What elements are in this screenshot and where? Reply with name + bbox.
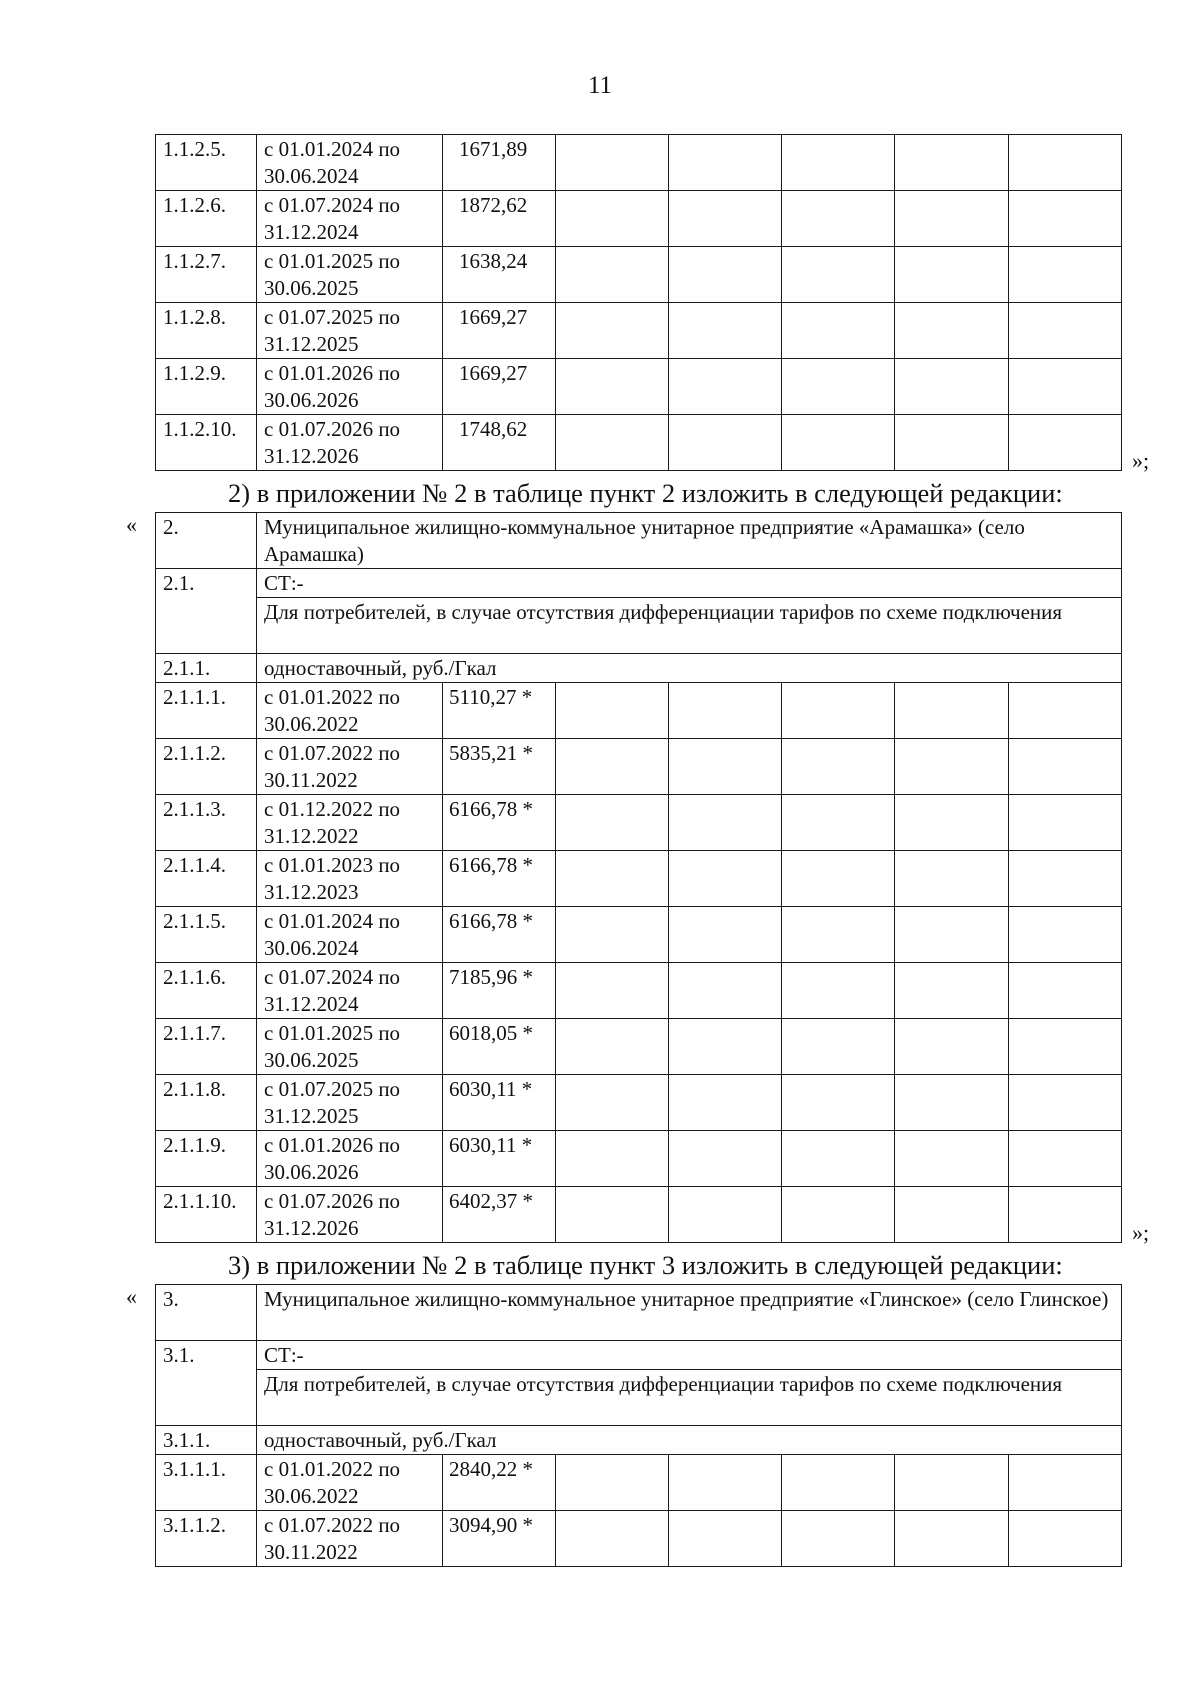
empty-cell: [1009, 1455, 1122, 1511]
row-number: 2.1.1.5.: [156, 907, 257, 963]
period-start: с 01.01.2022 по: [264, 685, 401, 709]
empty-cell: [895, 415, 1009, 471]
empty-cell: [1009, 359, 1122, 415]
period-cell: [257, 907, 443, 963]
empty-cell: [895, 247, 1009, 303]
tariff-value: 6030,11 *: [443, 1075, 556, 1131]
tariff-table-1: [155, 134, 1122, 471]
st-text: СТ:-: [257, 569, 1122, 598]
tariff-table-2: [155, 512, 1122, 1243]
period-start: с 01.01.2023 по: [264, 853, 401, 877]
period-cell: [257, 1075, 443, 1131]
opening-quote-2: «: [126, 512, 137, 537]
st-num: 3.1.: [156, 1341, 257, 1426]
row-number: 2.1.1.7.: [156, 1019, 257, 1075]
empty-cell: [669, 191, 782, 247]
empty-cell: [556, 683, 669, 739]
empty-cell: [895, 1187, 1009, 1243]
org-header-row: [156, 513, 1122, 569]
table-row: [156, 1455, 1122, 1511]
org-num: 2.: [156, 513, 257, 569]
empty-cell: [782, 1075, 895, 1131]
table-row: [156, 795, 1122, 851]
tariff-table-3-body: [156, 1285, 1122, 1567]
empty-cell: [895, 1131, 1009, 1187]
rate-text: одноставочный, руб./Гкал: [257, 1426, 1122, 1455]
empty-cell: [782, 303, 895, 359]
empty-cell: [556, 1455, 669, 1511]
empty-cell: [782, 1511, 895, 1567]
period-cell: [257, 1187, 443, 1243]
rate-num: 3.1.1.: [156, 1426, 257, 1455]
empty-cell: [895, 907, 1009, 963]
tariff-value: 5835,21 *: [443, 739, 556, 795]
row-number: 1.1.2.6.: [156, 191, 257, 247]
empty-cell: [895, 135, 1009, 191]
table-row: [156, 1131, 1122, 1187]
period-end: 31.12.2022: [264, 824, 359, 848]
empty-cell: [556, 907, 669, 963]
consumers-row: [156, 598, 1122, 654]
empty-cell: [782, 851, 895, 907]
tariff-value: 1638,24: [443, 247, 556, 303]
table-row: [156, 415, 1122, 471]
period-end: 30.06.2025: [264, 1048, 359, 1072]
empty-cell: [895, 1455, 1009, 1511]
empty-cell: [556, 1511, 669, 1567]
empty-cell: [782, 191, 895, 247]
rate-row: [156, 654, 1122, 683]
period-end: 30.06.2025: [264, 276, 359, 300]
tariff-table-2-body: [156, 513, 1122, 1243]
period-start: с 01.01.2022 по: [264, 1457, 401, 1481]
empty-cell: [1009, 415, 1122, 471]
table-row: [156, 739, 1122, 795]
table-row: [156, 247, 1122, 303]
empty-cell: [782, 1131, 895, 1187]
period-start: с 01.07.2022 по: [264, 1513, 401, 1537]
row-number: 3.1.1.2.: [156, 1511, 257, 1567]
empty-cell: [782, 415, 895, 471]
tariff-value: 6030,11 *: [443, 1131, 556, 1187]
period-cell: [257, 135, 443, 191]
period-cell: [257, 1131, 443, 1187]
empty-cell: [669, 1131, 782, 1187]
st-row: [156, 569, 1122, 598]
period-end: 30.06.2022: [264, 712, 359, 736]
row-number: 2.1.1.8.: [156, 1075, 257, 1131]
period-end: 31.12.2024: [264, 992, 359, 1016]
empty-cell: [669, 739, 782, 795]
tariff-value: 6166,78 *: [443, 907, 556, 963]
period-end: 31.12.2026: [264, 1216, 359, 1240]
period-cell: [257, 359, 443, 415]
empty-cell: [556, 135, 669, 191]
period-end: 31.12.2026: [264, 444, 359, 468]
tariff-value: 1748,62: [443, 415, 556, 471]
instruction-2: 2) в приложении № 2 в таблице пункт 2 изложить в следующей редакции:: [228, 478, 1063, 508]
period-end: 30.06.2026: [264, 1160, 359, 1184]
instruction-3: 3) в приложении № 2 в таблице пункт 3 изложить в следующей редакции:: [228, 1250, 1063, 1280]
empty-cell: [669, 1075, 782, 1131]
tariff-table-3: [155, 1284, 1122, 1567]
empty-cell: [895, 683, 1009, 739]
tariff-value: 1671,89: [443, 135, 556, 191]
tariff-table-1-body: [156, 135, 1122, 471]
closing-quote-2: »;: [1132, 1220, 1150, 1245]
empty-cell: [782, 359, 895, 415]
empty-cell: [556, 739, 669, 795]
st-num: 2.1.: [156, 569, 257, 654]
period-cell: [257, 303, 443, 359]
period-cell: [257, 851, 443, 907]
empty-cell: [556, 191, 669, 247]
rate-text: одноставочный, руб./Гкал: [257, 654, 1122, 683]
period-start: с 01.01.2025 по: [264, 1021, 401, 1045]
empty-cell: [669, 851, 782, 907]
empty-cell: [1009, 795, 1122, 851]
empty-cell: [669, 247, 782, 303]
empty-cell: [1009, 851, 1122, 907]
period-end: 30.06.2024: [264, 936, 359, 960]
empty-cell: [1009, 963, 1122, 1019]
empty-cell: [895, 303, 1009, 359]
empty-cell: [669, 795, 782, 851]
empty-cell: [782, 135, 895, 191]
empty-cell: [556, 247, 669, 303]
period-end: 30.06.2022: [264, 1484, 359, 1508]
empty-cell: [556, 851, 669, 907]
period-cell: [257, 1511, 443, 1567]
empty-cell: [556, 1075, 669, 1131]
empty-cell: [782, 683, 895, 739]
empty-cell: [556, 963, 669, 1019]
period-start: с 01.07.2024 по: [264, 965, 401, 989]
period-start: с 01.07.2025 по: [264, 305, 401, 329]
period-end: 31.12.2023: [264, 880, 359, 904]
period-start: с 01.12.2022 по: [264, 797, 401, 821]
period-end: 31.12.2024: [264, 220, 359, 244]
period-start: с 01.07.2026 по: [264, 417, 401, 441]
tariff-value: 6166,78 *: [443, 851, 556, 907]
empty-cell: [1009, 1075, 1122, 1131]
org-header-row: [156, 1285, 1122, 1341]
consumers-row: [156, 1370, 1122, 1426]
period-cell: [257, 191, 443, 247]
period-cell: [257, 739, 443, 795]
period-cell: [257, 963, 443, 1019]
row-number: 2.1.1.4.: [156, 851, 257, 907]
row-number: 2.1.1.9.: [156, 1131, 257, 1187]
st-text: СТ:-: [257, 1341, 1122, 1370]
period-start: с 01.07.2026 по: [264, 1189, 401, 1213]
period-start: с 01.07.2022 по: [264, 741, 401, 765]
table-row: [156, 1511, 1122, 1567]
tariff-value: 7185,96 *: [443, 963, 556, 1019]
table-row: [156, 907, 1122, 963]
empty-cell: [782, 1455, 895, 1511]
tariff-value: 6402,37 *: [443, 1187, 556, 1243]
empty-cell: [556, 415, 669, 471]
period-cell: [257, 247, 443, 303]
period-start: с 01.07.2024 по: [264, 193, 401, 217]
empty-cell: [669, 1511, 782, 1567]
tariff-value: 1872,62: [443, 191, 556, 247]
row-number: 1.1.2.7.: [156, 247, 257, 303]
empty-cell: [669, 415, 782, 471]
empty-cell: [669, 1019, 782, 1075]
empty-cell: [782, 247, 895, 303]
table-row: [156, 303, 1122, 359]
period-cell: [257, 415, 443, 471]
period-start: с 01.01.2024 по: [264, 137, 401, 161]
tariff-value: 6018,05 *: [443, 1019, 556, 1075]
empty-cell: [895, 359, 1009, 415]
org-name: Муниципальное жилищно-коммунальное унитарное предприятие «Арамашка» (село Арамашка): [257, 513, 1122, 569]
empty-cell: [782, 739, 895, 795]
period-start: с 01.01.2025 по: [264, 249, 401, 273]
period-end: 30.11.2022: [264, 1540, 358, 1564]
closing-quote-1: »;: [1132, 448, 1150, 473]
empty-cell: [1009, 191, 1122, 247]
empty-cell: [556, 303, 669, 359]
empty-cell: [782, 1019, 895, 1075]
period-cell: [257, 795, 443, 851]
period-end: 31.12.2025: [264, 1104, 359, 1128]
table-row: [156, 1187, 1122, 1243]
tariff-value: 3094,90 *: [443, 1511, 556, 1567]
empty-cell: [556, 1019, 669, 1075]
empty-cell: [669, 1455, 782, 1511]
row-number: 1.1.2.9.: [156, 359, 257, 415]
st-row: [156, 1341, 1122, 1370]
table-row: [156, 683, 1122, 739]
rate-num: 2.1.1.: [156, 654, 257, 683]
consumers-text: Для потребителей, в случае отсутствия дифференциации тарифов по схеме подключения: [257, 598, 1122, 654]
empty-cell: [556, 359, 669, 415]
period-end: 30.06.2026: [264, 388, 359, 412]
period-end: 30.11.2022: [264, 768, 358, 792]
empty-cell: [782, 1187, 895, 1243]
empty-cell: [895, 739, 1009, 795]
row-number: 2.1.1.10.: [156, 1187, 257, 1243]
empty-cell: [1009, 1019, 1122, 1075]
empty-cell: [1009, 247, 1122, 303]
period-end: 30.06.2024: [264, 164, 359, 188]
consumers-text: Для потребителей, в случае отсутствия дифференциации тарифов по схеме подключения: [257, 1370, 1122, 1426]
table-row: [156, 963, 1122, 1019]
table-row: [156, 359, 1122, 415]
empty-cell: [895, 851, 1009, 907]
empty-cell: [895, 1075, 1009, 1131]
tariff-value: 2840,22 *: [443, 1455, 556, 1511]
rate-row: [156, 1426, 1122, 1455]
empty-cell: [895, 795, 1009, 851]
empty-cell: [1009, 739, 1122, 795]
table-row: [156, 851, 1122, 907]
opening-quote-3: «: [126, 1284, 137, 1309]
row-number: 2.1.1.2.: [156, 739, 257, 795]
period-start: с 01.07.2025 по: [264, 1077, 401, 1101]
table-row: [156, 1019, 1122, 1075]
empty-cell: [782, 795, 895, 851]
empty-cell: [669, 1187, 782, 1243]
period-cell: [257, 683, 443, 739]
empty-cell: [556, 1187, 669, 1243]
empty-cell: [782, 907, 895, 963]
tariff-value: 5110,27 *: [443, 683, 556, 739]
empty-cell: [895, 963, 1009, 1019]
tariff-value: 1669,27: [443, 359, 556, 415]
tariff-value: 1669,27: [443, 303, 556, 359]
empty-cell: [669, 963, 782, 1019]
row-number: 3.1.1.1.: [156, 1455, 257, 1511]
row-number: 1.1.2.5.: [156, 135, 257, 191]
empty-cell: [1009, 683, 1122, 739]
empty-cell: [1009, 1187, 1122, 1243]
empty-cell: [669, 303, 782, 359]
empty-cell: [556, 1131, 669, 1187]
period-start: с 01.01.2024 по: [264, 909, 401, 933]
period-start: с 01.01.2026 по: [264, 361, 401, 385]
empty-cell: [556, 795, 669, 851]
table-row: [156, 1075, 1122, 1131]
period-end: 31.12.2025: [264, 332, 359, 356]
empty-cell: [1009, 907, 1122, 963]
row-number: 2.1.1.3.: [156, 795, 257, 851]
row-number: 1.1.2.8.: [156, 303, 257, 359]
empty-cell: [669, 359, 782, 415]
org-num: 3.: [156, 1285, 257, 1341]
empty-cell: [669, 683, 782, 739]
period-cell: [257, 1019, 443, 1075]
empty-cell: [1009, 135, 1122, 191]
empty-cell: [669, 907, 782, 963]
empty-cell: [1009, 1131, 1122, 1187]
empty-cell: [895, 1019, 1009, 1075]
empty-cell: [1009, 303, 1122, 359]
empty-cell: [669, 135, 782, 191]
empty-cell: [782, 963, 895, 1019]
empty-cell: [1009, 1511, 1122, 1567]
empty-cell: [895, 191, 1009, 247]
row-number: 1.1.2.10.: [156, 415, 257, 471]
period-cell: [257, 1455, 443, 1511]
row-number: 2.1.1.6.: [156, 963, 257, 1019]
row-number: 2.1.1.1.: [156, 683, 257, 739]
table-row: [156, 191, 1122, 247]
table-row: [156, 135, 1122, 191]
org-name: Муниципальное жилищно-коммунальное унитарное предприятие «Глинское» (село Глинское): [257, 1285, 1122, 1341]
empty-cell: [895, 1511, 1009, 1567]
tariff-value: 6166,78 *: [443, 795, 556, 851]
period-start: с 01.01.2026 по: [264, 1133, 401, 1157]
page-number: 11: [587, 72, 613, 99]
